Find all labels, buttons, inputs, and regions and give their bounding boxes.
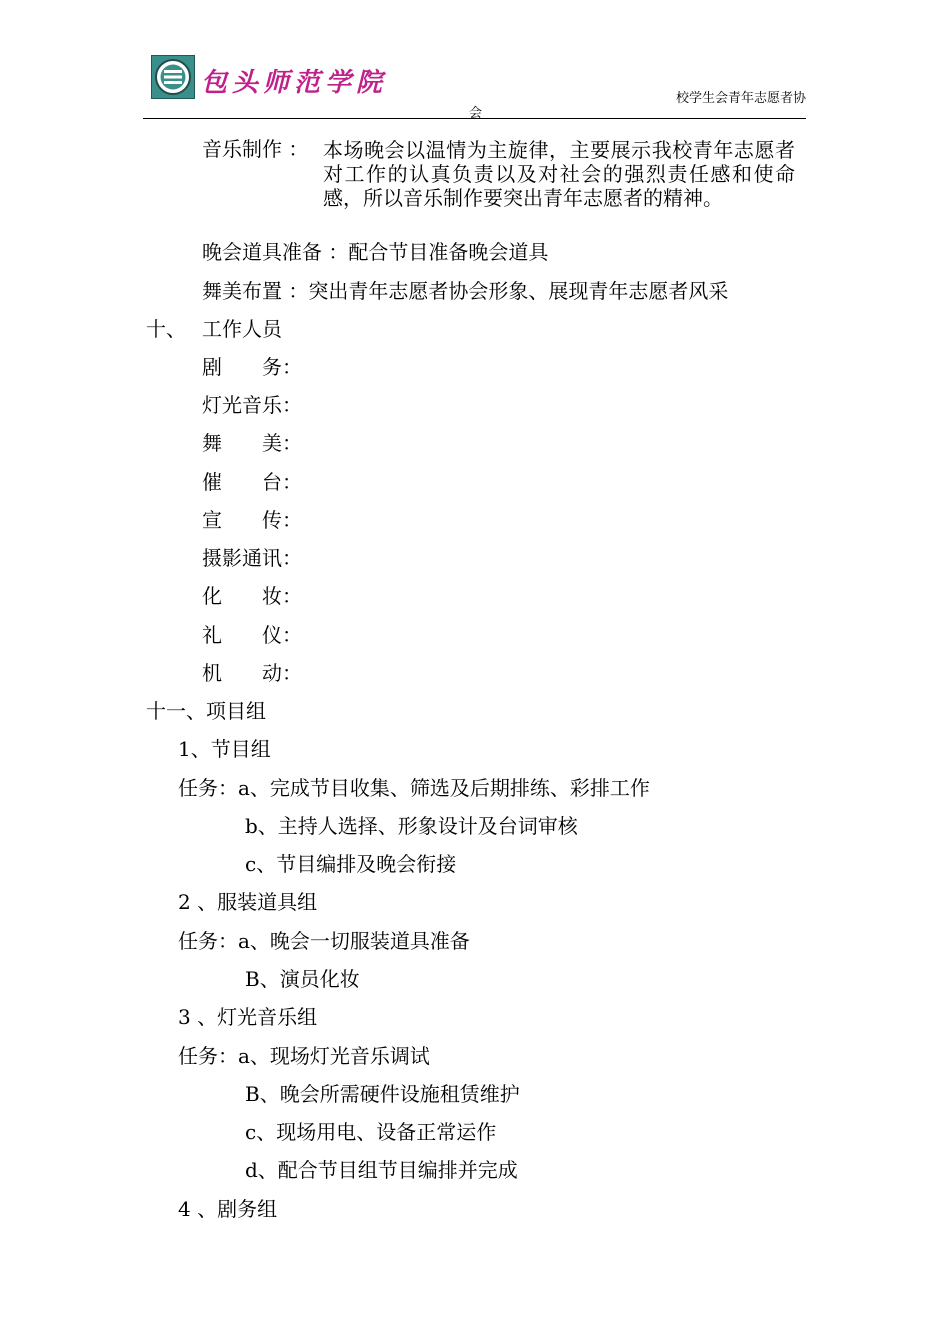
group-3-task: B、晚会所需硬件设施租赁维护 bbox=[245, 1082, 520, 1106]
org-name: 校学生会青年志愿者协 bbox=[675, 91, 806, 106]
group-4-title: 4 、剧务组 bbox=[178, 1197, 278, 1221]
org-name-wrap: 会 bbox=[469, 106, 483, 121]
group-1-task: c、节目编排及晚会衔接 bbox=[245, 852, 457, 876]
group-1-task: 任务：a、完成节目收集、筛选及后期排练、彩排工作 bbox=[178, 776, 650, 800]
music-label: 音乐制作 ： bbox=[202, 137, 309, 161]
staff-item: 舞 美： bbox=[202, 431, 302, 455]
section-10-number: 十、 bbox=[146, 317, 186, 341]
group-3-title: 3 、灯光音乐组 bbox=[178, 1005, 318, 1029]
group-1-title: 1、节目组 bbox=[178, 737, 271, 761]
group-3-task: c、现场用电、设备正常运作 bbox=[245, 1120, 497, 1144]
staff-item: 剧 务： bbox=[202, 355, 302, 379]
page-header bbox=[143, 52, 806, 120]
section-11-title: 十一、项目组 bbox=[146, 699, 266, 723]
staff-item: 催 台： bbox=[202, 470, 302, 494]
staff-item: 礼 仪： bbox=[202, 623, 302, 647]
props-line: 晚会道具准备 ：配合节目准备晚会道具 bbox=[202, 240, 549, 264]
staff-item: 摄影通讯： bbox=[202, 546, 302, 570]
group-2-task: B、演员化妆 bbox=[245, 967, 360, 991]
stage-line: 舞美布置 ：突出青年志愿者协会形象、展现青年志愿者风采 bbox=[202, 279, 729, 303]
group-2-title: 2 、服装道具组 bbox=[178, 890, 318, 914]
group-3-task: 任务：a、现场灯光音乐调试 bbox=[178, 1044, 430, 1068]
header-divider bbox=[143, 118, 806, 119]
music-description: 本场晚会以温情为主旋律，主要展示我校青年志愿者对工作的认真负责以及对社会的强烈责任感和使命感，所以音乐制作要突出青年志愿者的精神。 bbox=[323, 138, 795, 210]
staff-item: 机 动： bbox=[202, 661, 302, 685]
group-3-task: d、配合节目组节目编排并完成 bbox=[245, 1158, 518, 1182]
group-1-task: b、主持人选择、形象设计及台词审核 bbox=[245, 814, 578, 838]
staff-item: 灯光音乐： bbox=[202, 393, 302, 417]
section-10-title: 工作人员 bbox=[202, 317, 282, 341]
staff-item: 宣 传： bbox=[202, 508, 302, 532]
emblem-graphic bbox=[152, 56, 194, 98]
school-emblem-icon bbox=[151, 55, 195, 99]
staff-item: 化 妆： bbox=[202, 584, 302, 608]
group-2-task: 任务：a、晚会一切服装道具准备 bbox=[178, 929, 470, 953]
school-logo-text: 包头师范学院 bbox=[201, 68, 388, 98]
